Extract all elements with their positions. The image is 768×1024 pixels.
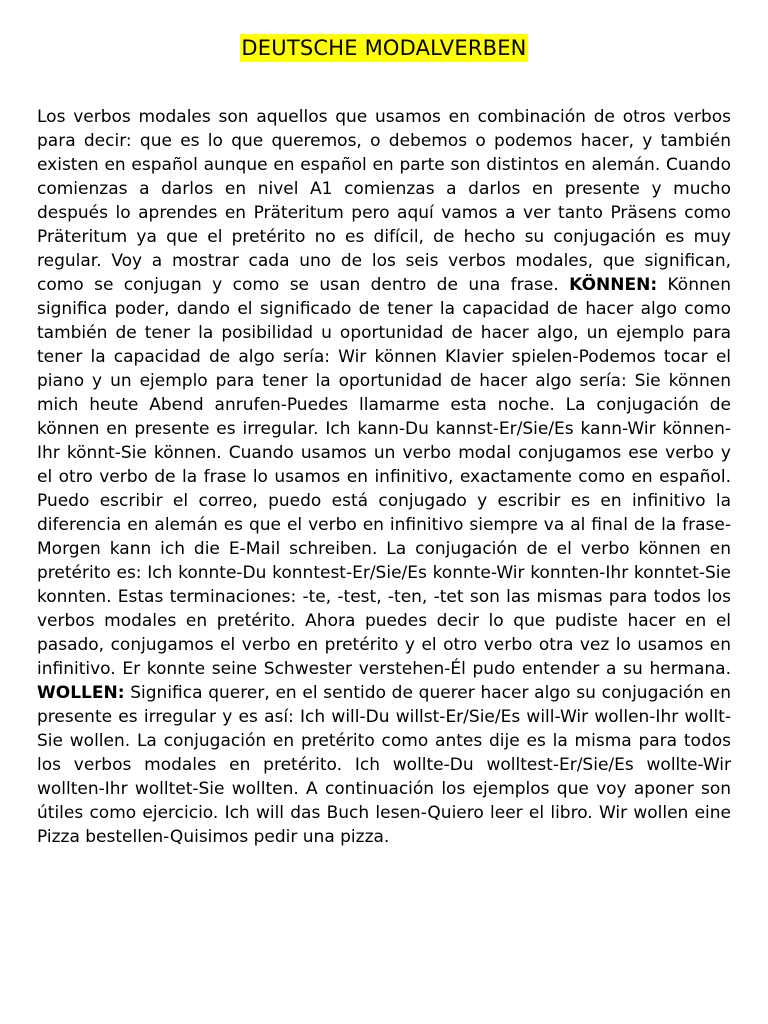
heading-konnen: KÖNNEN: [569,275,658,295]
paragraph-text-wollen: Significa querer, en el sentido de querer hacer algo su conjugación en presente es irregular y es así: Ich will-Du willst-Er/Sie/Es will-Wir wollen-Ihr wollt-Sie wollen. La conjugación en pretérito como antes dije es la misma para todos los verbos modales en pretérito. Ich wollte-Du wolltest-Er/Sie/Es wollte-Wir wollten-Ihr wolltet-Sie wollten. A continuación los ejemplos que voy aponer son útiles como ejercicio. Ich will das Buch lesen-Quiero leer el libro. Wir wollen eine Pizza bestellen-Quisimos pedir una pizza. [37,683,731,847]
paragraph-text-konnen: Können significa poder, dando el significado de tener la capacidad de hacer algo como también de tener la posibilidad u oportunidad de hacer algo, un ejemplo para tener la capacidad de algo sería: Wir können Klavier spielen-Podemos tocar el piano y un ejemplo para tener la oportunidad de hacer algo sería: Sie können mich heute Abend anrufen-Puedes llamarme esta noche. La conjugación de können en presente es irregular. Ich kann-Du kannst-Er/Sie/Es kann-Wir können-Ihr könnt-Sie können. Cuando usamos un verbo modal conjugamos ese verbo y el otro verbo de la frase lo usamos en infinitivo, exactamente como en español. Puedo escribir el correo, puedo está conjugado y escribir es en infinitivo la diferencia en alemán es que el verbo en infinitivo siempre va al final de la frase-Morgen kann ich die E-Mail schreiben. La conjugación de el verbo können en pretérito es: Ich konnte-Du konntest-Er/Sie/Es konnte-Wir konnten-Ihr konntet-Sie konnten. Estas terminaciones: -te, -test, -ten, -tet son las mismas para todos los verbos modales en pretérito. Ahora puedes decir lo que pudiste hacer en el pasado, conjugamos el verbo en pretérito y el otro verbo otra vez lo usamos en infinitivo. Er konnte seine Schwester verstehen-Él pudo entender a su hermana. [37,275,731,679]
body-paragraph [37,105,731,849]
title-wrapper [37,34,731,62]
paragraph-text-intro: Los verbos modales son aquellos que usamos en combinación de otros verbos para decir: que es lo que queremos, o debemos o podemos hacer, y también existen en español aunque en español en parte son distintos en alemán. Cuando comienzas a darlos en nivel A1 comienzas a darlos en presente y mucho después lo aprendes en Präteritum pero aquí vamos a ver tanto Präsens como Präteritum ya que el pretérito no es difícil, de hecho su conjugación es muy regular. Voy a mostrar cada uno de los seis verbos modales, que significan, como se conjugan y como se usan dentro de una frase. [37,107,731,295]
heading-wollen: WOLLEN: [37,683,125,703]
document-title: DEUTSCHE MODALVERBEN [241,36,527,60]
